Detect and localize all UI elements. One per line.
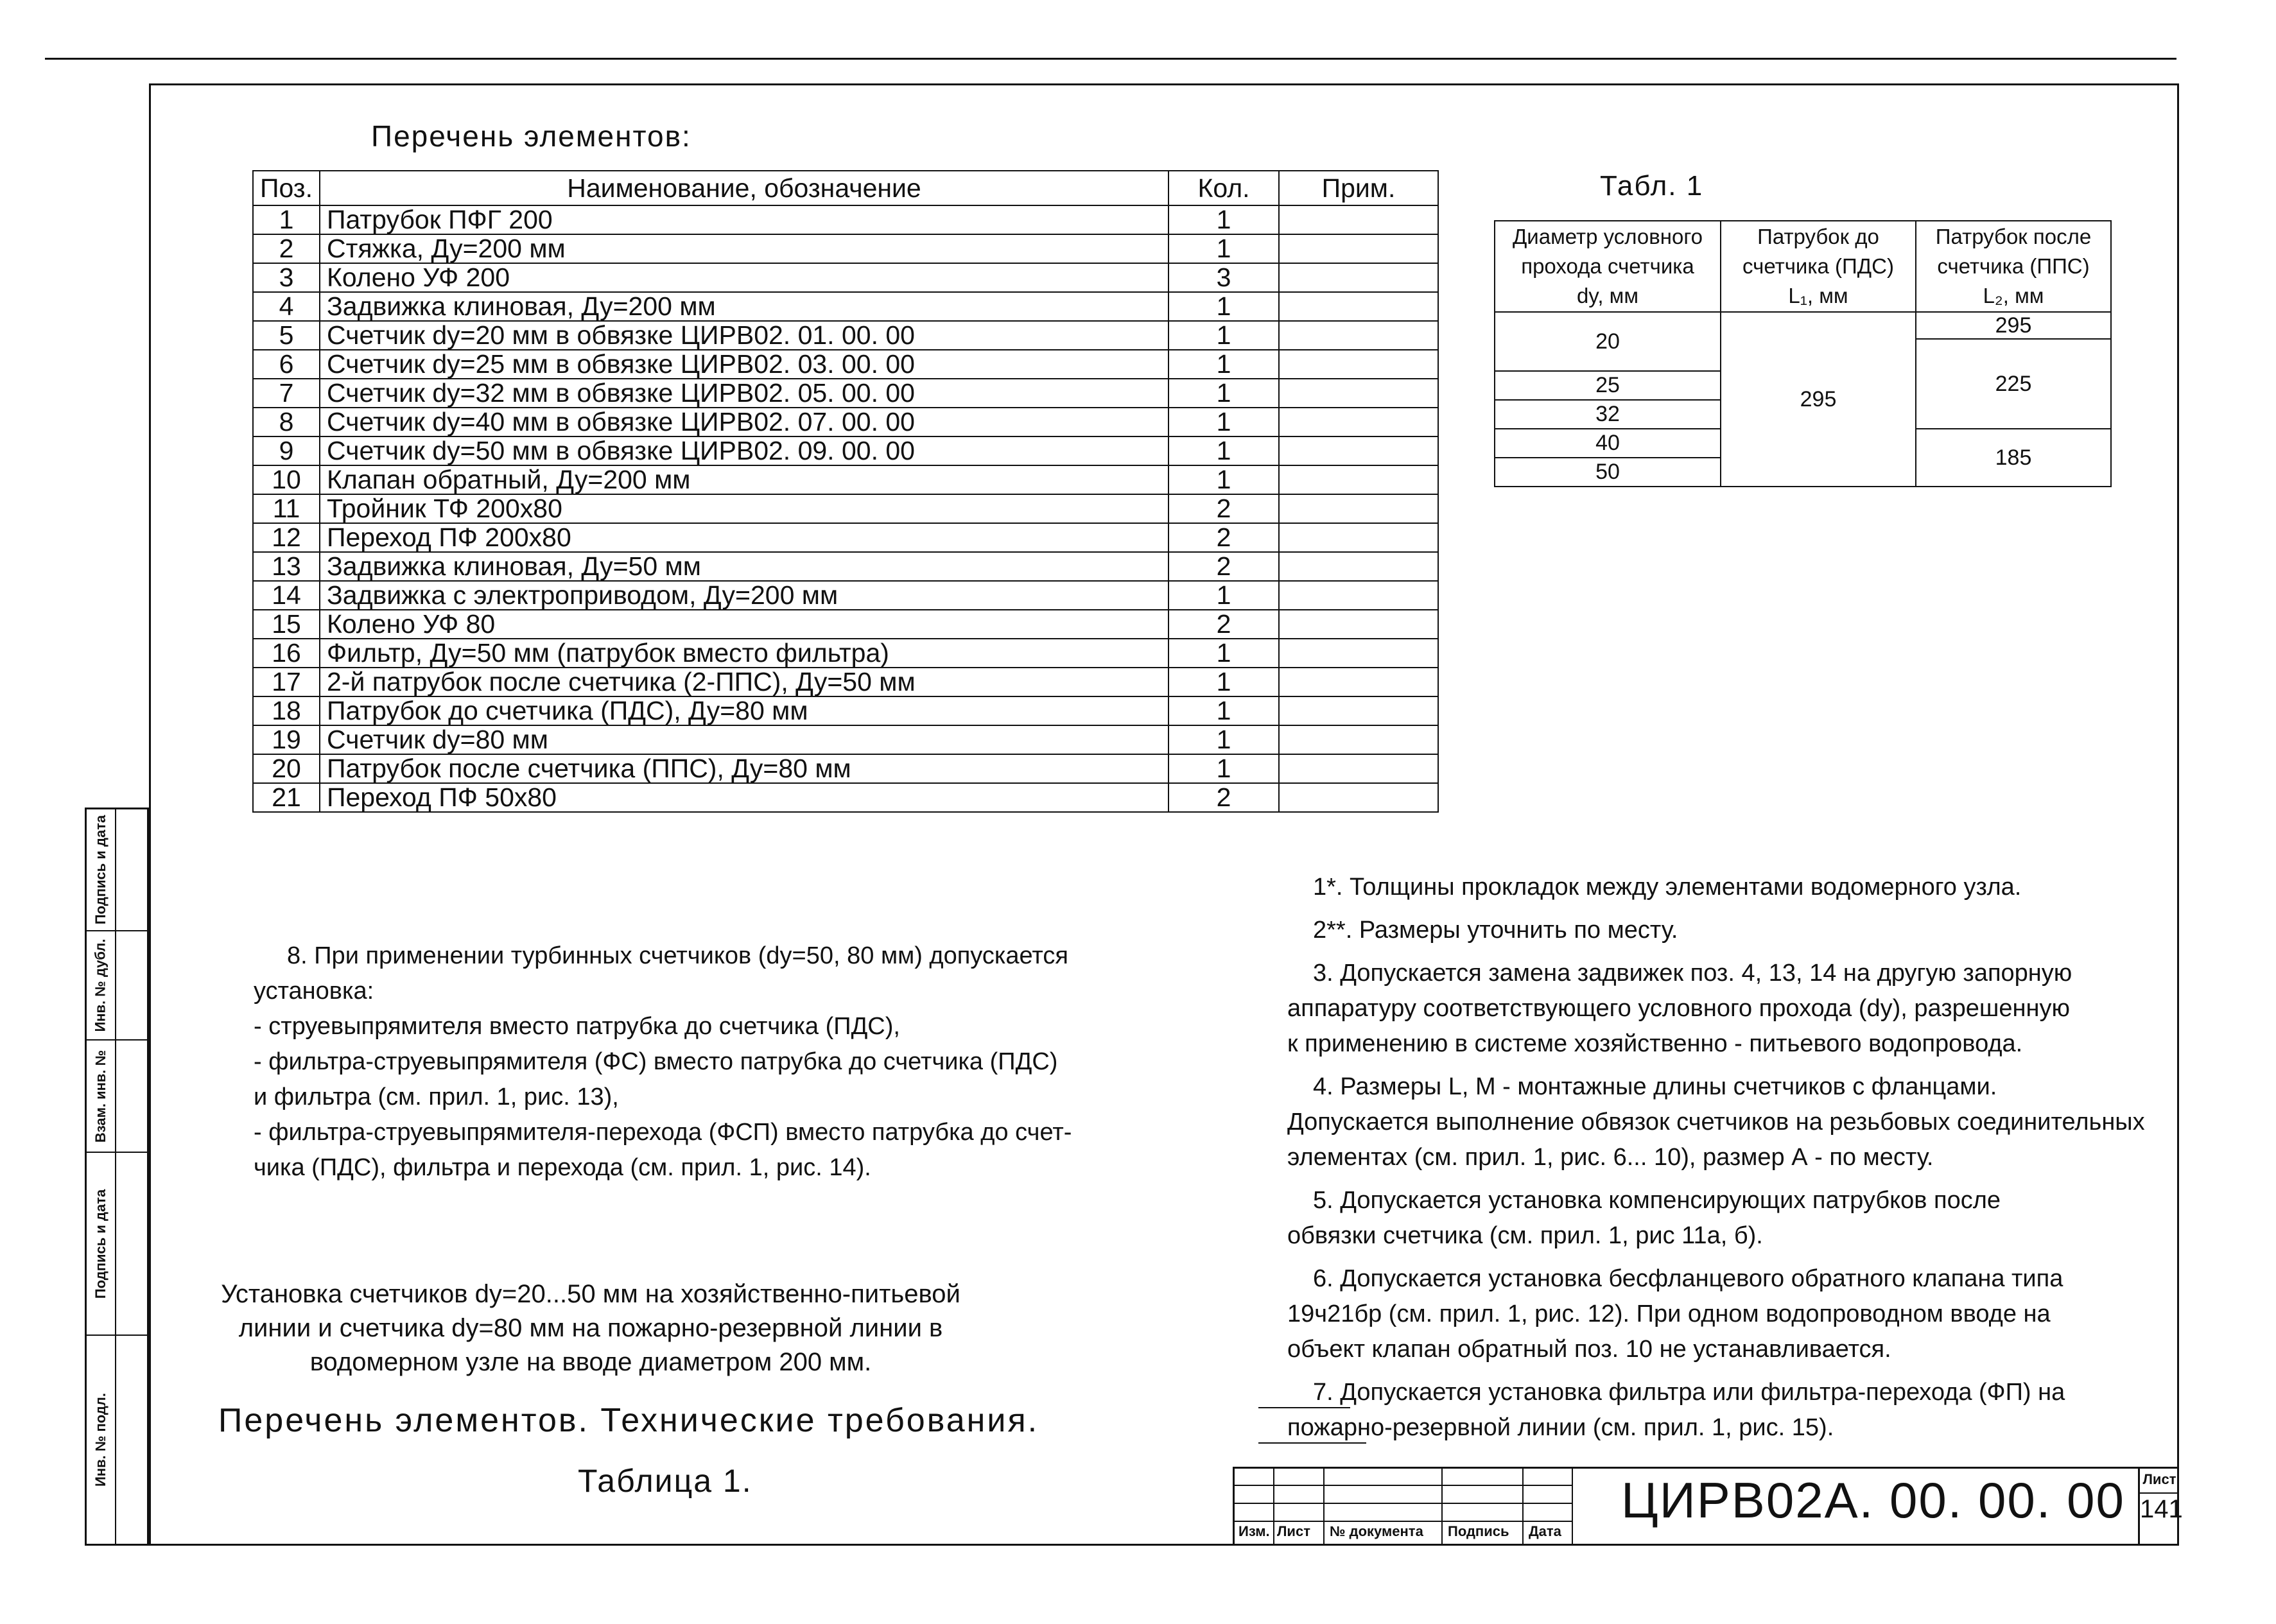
elements-list-title: Перечень элементов: xyxy=(371,119,691,153)
table-row xyxy=(253,234,1438,263)
technical-requirements xyxy=(1287,870,2186,1453)
side-stamp-label: Взам. инв. № xyxy=(92,1050,109,1143)
row-name: Клапан обратный, Ду=200 мм xyxy=(320,465,1168,494)
row-note xyxy=(1279,552,1438,581)
underline-mark xyxy=(1258,1407,1350,1408)
row-name: Задвижка клиновая, Ду=200 мм xyxy=(320,292,1168,321)
side-stamp-row xyxy=(87,809,147,931)
side-stamp xyxy=(85,808,149,1546)
table1-pps-cell: 185 xyxy=(1916,429,2111,487)
row-note xyxy=(1279,379,1438,408)
side-stamp-label: Подпись и дата xyxy=(92,1189,109,1299)
row-name: Счетчик dy=50 мм в обвязке ЦИРВ02. 09. 00. 00 xyxy=(320,436,1168,465)
table1-diameter-cell: 25 xyxy=(1495,371,1721,400)
row-name: Переход ПФ 50х80 xyxy=(320,783,1168,812)
table1-header-pps xyxy=(1916,221,2111,312)
row-note xyxy=(1279,263,1438,292)
row-pos: 12 xyxy=(253,523,320,552)
note-line: установка: xyxy=(254,978,374,1005)
table-row xyxy=(253,610,1438,639)
row-name: Счетчик dy=20 мм в обвязке ЦИРВ02. 01. 00. 00 xyxy=(320,321,1168,350)
header-line: прохода счетчика xyxy=(1521,254,1694,278)
row-name: Патрубок до счетчика (ПДС), Ду=80 мм xyxy=(320,696,1168,725)
table-row xyxy=(253,494,1438,523)
table-header-row xyxy=(253,171,1438,205)
requirement-line: аппаратуру соответствующего условного прохода (dy), разрешенную xyxy=(1287,995,2071,1022)
requirement-item xyxy=(1287,1183,2186,1254)
row-note xyxy=(1279,436,1438,465)
row-qty: 1 xyxy=(1168,668,1279,696)
row-name: Счетчик dy=80 мм xyxy=(320,725,1168,754)
requirement-line: 1*. Толщины прокладок между элементами водомерного узла. xyxy=(1313,874,2022,901)
sheet-box xyxy=(2138,1467,2183,1546)
row-name: Счетчик dy=25 мм в обвязке ЦИРВ02. 03. 00. 00 xyxy=(320,350,1168,379)
table-row xyxy=(253,263,1438,292)
table1-header-pds xyxy=(1721,221,1916,312)
row-qty: 1 xyxy=(1168,581,1279,610)
row-name: Фильтр, Ду=50 мм (патрубок вместо фильтра) xyxy=(320,639,1168,668)
caption-line: водомерном узле на вводе диаметром 200 мм. xyxy=(309,1348,872,1376)
row-name: Колено УФ 200 xyxy=(320,263,1168,292)
row-pos: 18 xyxy=(253,696,320,725)
note-line: чика (ПДС), фильтра и перехода (см. прил. 1, рис. 14). xyxy=(254,1154,871,1181)
row-qty: 2 xyxy=(1168,552,1279,581)
requirement-line: к применению в системе хозяйственно - питьевого водопровода. xyxy=(1287,1030,2023,1057)
table-heading: Таблица 1. xyxy=(578,1463,752,1499)
row-qty: 1 xyxy=(1168,408,1279,436)
title-block-label: Подпись xyxy=(1448,1523,1509,1539)
sheet-heading: Перечень элементов. Технические требования. xyxy=(218,1402,1039,1439)
requirement-item xyxy=(1287,1069,2186,1175)
row-qty: 1 xyxy=(1168,754,1279,783)
side-stamp-label: Инв. № дубл. xyxy=(92,938,109,1032)
note-line: - фильтра-струевыпрямителя-перехода (ФСП) вместо патрубка до счет- xyxy=(254,1119,1072,1146)
row-name: Колено УФ 80 xyxy=(320,610,1168,639)
table1-pps-cell: 225 xyxy=(1916,339,2111,429)
requirement-line: элементах (см. прил. 1, рис. 6... 10), размер А - по месту. xyxy=(1287,1144,1934,1171)
note-line: - фильтра-струевыпрямителя (ФС) вместо патрубка до счетчика (ПДС) xyxy=(254,1048,1058,1075)
row-name: Счетчик dy=40 мм в обвязке ЦИРВ02. 07. 00. 00 xyxy=(320,408,1168,436)
header-qty: Кол. xyxy=(1168,171,1279,205)
row-note xyxy=(1279,754,1438,783)
row-pos: 15 xyxy=(253,610,320,639)
row-note xyxy=(1279,292,1438,321)
table1-header-diameter xyxy=(1495,221,1721,312)
row-note xyxy=(1279,465,1438,494)
requirement-line: 5. Допускается установка компенсирующих патрубков после xyxy=(1313,1187,2001,1214)
row-name: Счетчик dy=32 мм в обвязке ЦИРВ02. 05. 00. 00 xyxy=(320,379,1168,408)
side-stamp-row xyxy=(87,1041,147,1153)
row-pos: 1 xyxy=(253,205,320,234)
note-line: и фильтра (см. прил. 1, рис. 13), xyxy=(254,1084,619,1110)
row-note xyxy=(1279,783,1438,812)
header-name: Наименование, обозначение xyxy=(320,171,1168,205)
row-pos: 4 xyxy=(253,292,320,321)
table-row xyxy=(253,292,1438,321)
row-qty: 1 xyxy=(1168,205,1279,234)
table-row xyxy=(253,552,1438,581)
caption-line: Установка счетчиков dy=20...50 мм на хозяйственно-питьевой xyxy=(221,1280,960,1308)
row-qty: 1 xyxy=(1168,639,1279,668)
table-row xyxy=(253,754,1438,783)
requirement-line: Допускается выполнение обвязок счетчиков на резьбовых соединительных xyxy=(1287,1109,2145,1136)
side-stamp-label: Подпись и дата xyxy=(92,815,109,925)
requirement-line: 3. Допускается замена задвижек поз. 4, 13, 14 на другую запорную xyxy=(1313,960,2072,987)
row-qty: 1 xyxy=(1168,350,1279,379)
row-qty: 1 xyxy=(1168,379,1279,408)
row-pos: 8 xyxy=(253,408,320,436)
requirement-line: 6. Допускается установка бесфланцевого обратного клапана типа xyxy=(1313,1265,2063,1292)
row-note xyxy=(1279,725,1438,754)
row-note xyxy=(1279,639,1438,668)
row-pos: 16 xyxy=(253,639,320,668)
document-code: ЦИРВ02А. 00. 00. 00 xyxy=(1621,1472,2125,1528)
side-stamp-row xyxy=(87,931,147,1041)
row-pos: 10 xyxy=(253,465,320,494)
table-row xyxy=(253,436,1438,465)
requirement-item xyxy=(1287,913,2186,948)
row-qty: 1 xyxy=(1168,696,1279,725)
row-qty: 2 xyxy=(1168,783,1279,812)
table-row xyxy=(253,205,1438,234)
requirement-item xyxy=(1287,1261,2186,1367)
side-stamp-row xyxy=(87,1153,147,1336)
table1-title: Табл. 1 xyxy=(1600,170,1704,202)
row-pos: 17 xyxy=(253,668,320,696)
table-row xyxy=(253,783,1438,812)
table-row xyxy=(253,668,1438,696)
caption-line: линии и счетчика dy=80 мм на пожарно-резервной линии в xyxy=(238,1314,943,1342)
table1-diameter-cell: 32 xyxy=(1495,400,1721,429)
row-pos: 5 xyxy=(253,321,320,350)
note-line: - струевыпрямителя вместо патрубка до счетчика (ПДС), xyxy=(254,1013,900,1040)
row-note xyxy=(1279,205,1438,234)
row-name: 2-й патрубок после счетчика (2-ППС), Ду=50 мм xyxy=(320,668,1168,696)
note-8 xyxy=(254,938,1152,1186)
requirement-line: 19ч21бр (см. прил. 1, рис. 12). При одном водопроводном вводе на xyxy=(1287,1300,2051,1327)
row-pos: 7 xyxy=(253,379,320,408)
row-note xyxy=(1279,668,1438,696)
requirement-line: 2**. Размеры уточнить по месту. xyxy=(1313,917,1678,944)
row-pos: 6 xyxy=(253,350,320,379)
row-pos: 9 xyxy=(253,436,320,465)
requirement-line: 7. Допускается установка фильтра или фильтра-перехода (ФП) на xyxy=(1313,1379,2065,1406)
requirement-line: обвязки счетчика (см. прил. 1, рис 11а, б). xyxy=(1287,1222,1763,1249)
row-qty: 1 xyxy=(1168,321,1279,350)
header-line: счетчика (ПДС) xyxy=(1742,254,1894,278)
requirement-item xyxy=(1287,956,2186,1062)
header-line: Патрубок до xyxy=(1757,225,1879,248)
table-row xyxy=(253,696,1438,725)
title-block-label: Лист xyxy=(1277,1523,1310,1539)
table1-diameter-cell: 50 xyxy=(1495,458,1721,487)
row-pos: 19 xyxy=(253,725,320,754)
table1-diameter-cell: 20 xyxy=(1495,312,1721,371)
header-line: dy, мм xyxy=(1576,284,1639,307)
row-qty: 2 xyxy=(1168,610,1279,639)
row-pos: 3 xyxy=(253,263,320,292)
table-row xyxy=(253,523,1438,552)
row-note xyxy=(1279,581,1438,610)
drawing-caption xyxy=(205,1277,976,1379)
table1-pps-cell: 295 xyxy=(1916,312,2111,339)
row-name: Патрубок ПФГ 200 xyxy=(320,205,1168,234)
row-note xyxy=(1279,408,1438,436)
header-line: Диаметр условного xyxy=(1512,225,1703,248)
table1 xyxy=(1494,220,2112,487)
header-line: L₁, мм xyxy=(1788,284,1848,307)
row-name: Задвижка клиновая, Ду=50 мм xyxy=(320,552,1168,581)
row-qty: 2 xyxy=(1168,523,1279,552)
row-note xyxy=(1279,234,1438,263)
row-qty: 1 xyxy=(1168,234,1279,263)
table-row xyxy=(253,581,1438,610)
table-row xyxy=(253,379,1438,408)
row-note xyxy=(1279,523,1438,552)
title-block-label: Изм. xyxy=(1238,1523,1270,1539)
side-stamp-row xyxy=(87,1336,147,1544)
row-qty: 1 xyxy=(1168,292,1279,321)
elements-table xyxy=(252,170,1439,813)
header-note: Прим. xyxy=(1279,171,1438,205)
row-qty: 2 xyxy=(1168,494,1279,523)
underline-mark xyxy=(1258,1442,1366,1444)
row-name: Патрубок после счетчика (ППС), Ду=80 мм xyxy=(320,754,1168,783)
row-qty: 1 xyxy=(1168,436,1279,465)
header-line: счетчика (ППС) xyxy=(1937,254,2090,278)
table-row xyxy=(253,639,1438,668)
row-pos: 21 xyxy=(253,783,320,812)
row-qty: 1 xyxy=(1168,465,1279,494)
sheet-label: Лист xyxy=(2140,1467,2179,1494)
revision-grid xyxy=(1233,1467,1571,1546)
table1-diameter-cell: 40 xyxy=(1495,429,1721,458)
row-pos: 11 xyxy=(253,494,320,523)
row-pos: 2 xyxy=(253,234,320,263)
row-pos: 13 xyxy=(253,552,320,581)
requirement-item xyxy=(1287,870,2186,905)
requirement-line: пожарно-резервной линии (см. прил. 1, рис. 15). xyxy=(1287,1414,1834,1441)
header-line: L₂, мм xyxy=(1983,284,2044,307)
title-block-label: Дата xyxy=(1529,1523,1561,1539)
requirement-item xyxy=(1287,1375,2186,1446)
title-block-label: № документа xyxy=(1330,1523,1423,1539)
table-row xyxy=(253,408,1438,436)
table-row xyxy=(253,350,1438,379)
sheet-number: 141 xyxy=(2140,1495,2183,1523)
row-qty: 3 xyxy=(1168,263,1279,292)
note-line: 8. При применении турбинных счетчиков (dy=50, 80 мм) допускается xyxy=(287,942,1068,969)
row-pos: 14 xyxy=(253,581,320,610)
row-name: Задвижка с электроприводом, Ду=200 мм xyxy=(320,581,1168,610)
row-note xyxy=(1279,696,1438,725)
table1-pds-cell: 295 xyxy=(1721,312,1916,487)
requirement-line: 4. Размеры L, M - монтажные длины счетчиков с фланцами. xyxy=(1313,1073,1997,1100)
row-note xyxy=(1279,321,1438,350)
row-name: Тройник ТФ 200х80 xyxy=(320,494,1168,523)
row-note xyxy=(1279,350,1438,379)
requirement-line: объект клапан обратный поз. 10 не устанавливается. xyxy=(1287,1336,1891,1363)
row-name: Стяжка, Ду=200 мм xyxy=(320,234,1168,263)
row-name: Переход ПФ 200х80 xyxy=(320,523,1168,552)
row-qty: 1 xyxy=(1168,725,1279,754)
header-line: Патрубок после xyxy=(1935,225,2092,248)
side-stamp-label: Инв. № подл. xyxy=(92,1393,109,1487)
row-pos: 20 xyxy=(253,754,320,783)
table-row xyxy=(253,321,1438,350)
table-row xyxy=(253,465,1438,494)
table-row xyxy=(253,725,1438,754)
row-note xyxy=(1279,494,1438,523)
row-note xyxy=(1279,610,1438,639)
header-pos: Поз. xyxy=(253,171,320,205)
